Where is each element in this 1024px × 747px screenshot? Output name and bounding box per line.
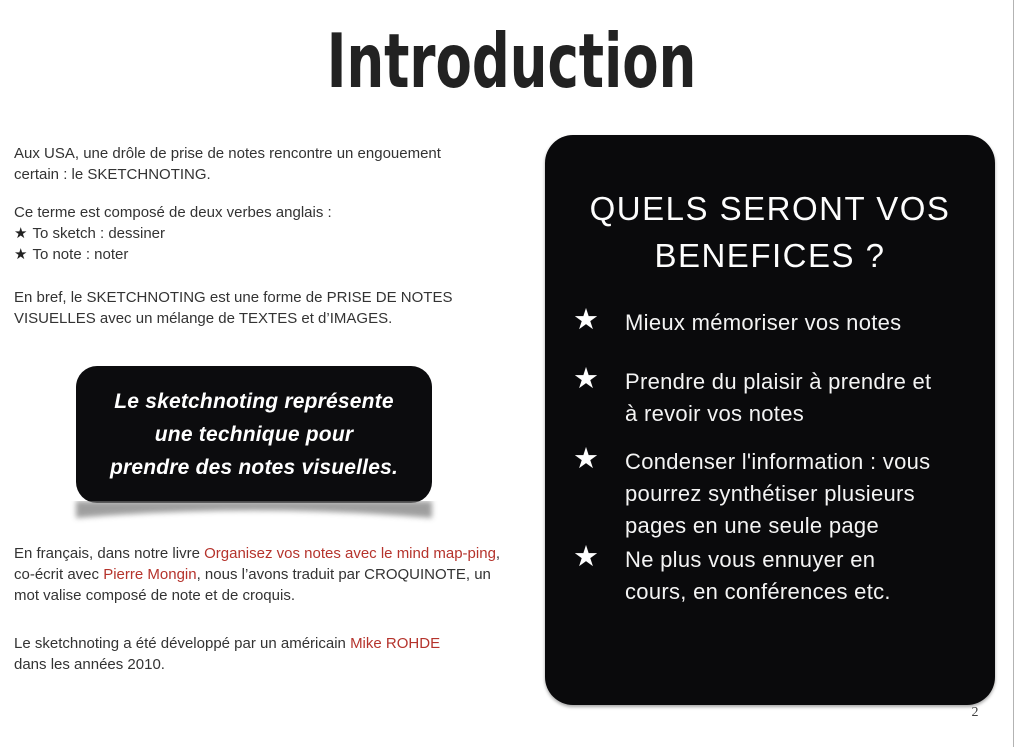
benefit-item-text: Condenser l'information : vous pourrez synthétiser plusieurs pages en une seule page: [625, 449, 931, 538]
definition-callout-box: [76, 366, 432, 503]
benefit-item: [573, 443, 977, 542]
term-bullet-sketch: [14, 223, 494, 244]
paragraph-history: [14, 633, 454, 675]
paragraph-usa-intro: Aux USA, une drôle de prise de notes rencontre un engouement certain : le SKETCHNOTING.: [14, 145, 441, 183]
callout-line: Le sketchnoting représente: [114, 390, 394, 413]
benefits-heading-text: QUELS SERONT VOS BENEFICES ?: [589, 190, 951, 274]
term-bullet-note-label: To note : noter: [32, 246, 129, 263]
page-title-text: Introduction: [327, 18, 697, 105]
benefits-heading: [545, 185, 995, 279]
term-bullet-sketch-label: To sketch : dessiner: [32, 225, 166, 242]
p4-text: En français, dans notre livre: [14, 545, 205, 562]
star-icon: ★: [14, 225, 28, 242]
benefits-panel: [545, 135, 995, 705]
p5-text: Le sketchnoting a été développé par un américain: [14, 635, 351, 652]
star-icon: ★: [573, 541, 599, 573]
p5-text: dans les années 2010.: [14, 656, 165, 673]
p4-text: , nous l’avons traduit par CROQUINOTE, un mot valise composé de note et de croquis.: [14, 566, 491, 604]
page-edge-divider: [1013, 0, 1014, 747]
callout-curved-shadow: [70, 501, 438, 533]
callout-line: prendre des notes visuelles.: [109, 456, 399, 479]
term-definition-intro: Ce terme est composé de deux verbes anglais :: [14, 204, 332, 221]
page-title: [0, 18, 1024, 105]
benefit-item: [573, 363, 935, 430]
benefit-item: [573, 541, 905, 608]
paragraph-en-bref: En bref, le SKETCHNOTING est une forme de PRISE DE NOTES VISUELLES avec un mélange de TEXTES et d’IMAGES.: [14, 289, 453, 327]
link-pierre-mongin[interactable]: Pierre Mongin: [103, 566, 197, 583]
benefit-item-text: Mieux mémoriser vos notes: [625, 310, 902, 335]
term-bullet-note: [14, 244, 494, 265]
link-book-title[interactable]: Organisez vos notes avec le mind map-ping: [204, 545, 496, 562]
link-mike-rohde[interactable]: Mike ROHDE: [350, 635, 441, 652]
paragraph-french-translation: [14, 543, 501, 606]
paragraph-term-definition: [14, 202, 494, 265]
star-icon: ★: [573, 363, 599, 395]
star-icon: ★: [14, 246, 28, 263]
p4-text: , co-écrit avec: [14, 545, 501, 583]
benefit-item-text: Prendre du plaisir à prendre et à revoir vos notes: [625, 369, 932, 426]
callout-line: une technique pour: [154, 423, 354, 446]
star-icon: ★: [573, 304, 599, 336]
benefit-item-text: Ne plus vous ennuyer en cours, en conférences etc.: [625, 547, 891, 604]
star-icon: ★: [573, 443, 599, 475]
page-number: 2: [971, 705, 979, 720]
benefit-item: [573, 304, 902, 339]
